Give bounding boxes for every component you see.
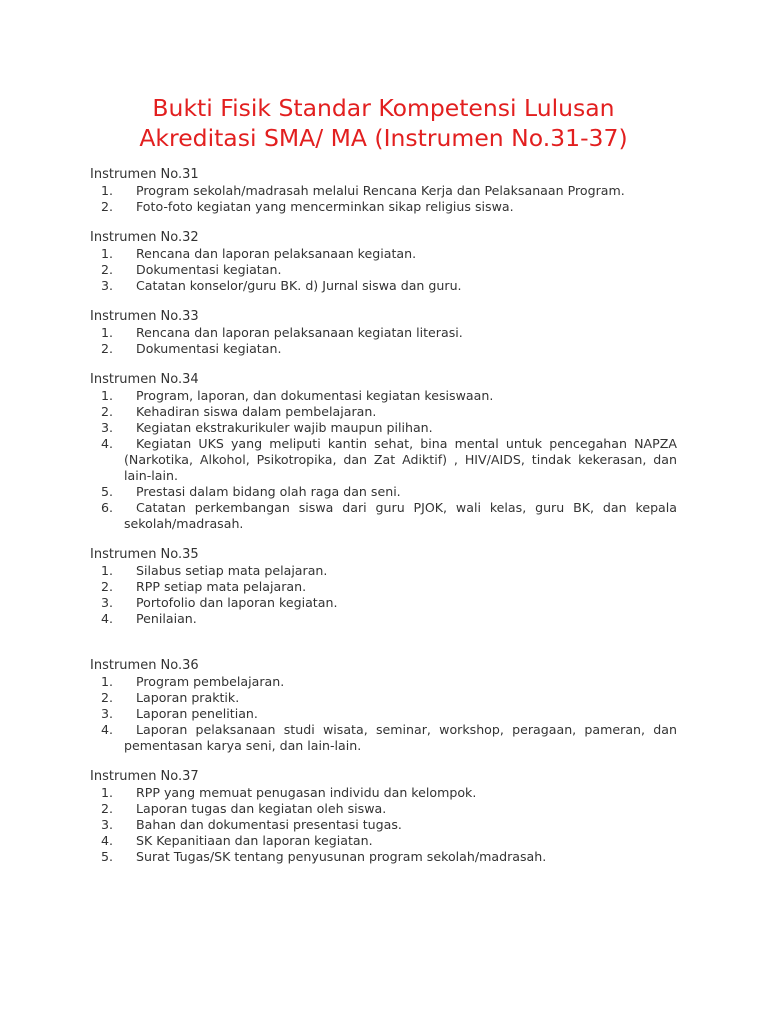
list-item bbox=[90, 690, 677, 706]
list-item-text bbox=[124, 706, 677, 722]
list-item-text bbox=[124, 420, 677, 436]
list-item-text bbox=[124, 785, 677, 801]
list-item-text bbox=[124, 563, 677, 579]
list-item bbox=[90, 563, 677, 579]
list-item-number: 5. bbox=[101, 484, 114, 499]
list-item-text-value: Foto-foto kegiatan yang mencerminkan sikap religius siswa. bbox=[136, 199, 514, 214]
list-item-number: 4. bbox=[101, 436, 114, 451]
list-item bbox=[90, 388, 677, 404]
list-item-text-value: Laporan pelaksanaan studi wisata, seminar, workshop, peragaan, pameran, dan pementasan karya seni, dan lain-lain. bbox=[124, 722, 677, 753]
list-item-number: 1. bbox=[101, 674, 114, 689]
list-item bbox=[90, 595, 677, 611]
list-item-text-value: Catatan perkembangan siswa dari guru PJOK, wali kelas, guru BK, dan kepala sekolah/madrasah. bbox=[124, 500, 677, 531]
list-item-text bbox=[124, 500, 677, 532]
list-item bbox=[90, 246, 677, 262]
list-item bbox=[90, 611, 677, 627]
list-item-text bbox=[124, 484, 677, 500]
list-item-number: 6. bbox=[101, 500, 114, 515]
list-item-text bbox=[124, 690, 677, 706]
list-item-number: 2. bbox=[101, 404, 114, 419]
list-item bbox=[90, 500, 677, 532]
list-item-text-value: SK Kepanitiaan dan laporan kegiatan. bbox=[136, 833, 373, 848]
list-item-text bbox=[124, 436, 677, 484]
list-item-text-value: Silabus setiap mata pelajaran. bbox=[136, 563, 328, 578]
list-item-number: 1. bbox=[101, 785, 114, 800]
list-item-text-value: Rencana dan laporan pelaksanaan kegiatan literasi. bbox=[136, 325, 463, 340]
list-item-number: 5. bbox=[101, 849, 114, 864]
list-item-text bbox=[124, 262, 677, 278]
document-title bbox=[90, 93, 677, 153]
list-item-text-value: Program pembelajaran. bbox=[136, 674, 285, 689]
list-item-number: 2. bbox=[101, 341, 114, 356]
list-item-text bbox=[124, 404, 677, 420]
list-item bbox=[90, 325, 677, 341]
section-heading: Instrumen No.34 bbox=[90, 372, 199, 387]
section-heading: Instrumen No.31 bbox=[90, 167, 199, 182]
list-item-number: 1. bbox=[101, 388, 114, 403]
list-item-text-value: Portofolio dan laporan kegiatan. bbox=[136, 595, 338, 610]
list-item-text-value: Kehadiran siswa dalam pembelajaran. bbox=[136, 404, 377, 419]
list-item bbox=[90, 278, 677, 294]
list-item bbox=[90, 817, 677, 833]
list-item-number: 2. bbox=[101, 690, 114, 705]
list-item-number: 2. bbox=[101, 262, 114, 277]
list-item-text bbox=[124, 722, 677, 754]
list-item-number: 3. bbox=[101, 278, 114, 293]
list-item-text-value: Catatan konselor/guru BK. d) Jurnal siswa dan guru. bbox=[136, 278, 462, 293]
list-item-text bbox=[124, 183, 677, 199]
list-item-text bbox=[124, 817, 677, 833]
list-item bbox=[90, 579, 677, 595]
title-line-1: Bukti Fisik Standar Kompetensi Lulusan bbox=[152, 94, 615, 122]
instrument-section bbox=[90, 167, 677, 215]
list-item-text-value: Kegiatan UKS yang meliputi kantin sehat, bina mental untuk pencegahan NAPZA (Narkotika, Alkohol, Psikotropika, dan Zat Adiktif) , HIV/AIDS, tindak kekerasan, dan lain-lain. bbox=[124, 436, 677, 483]
list-item-number: 4. bbox=[101, 833, 114, 848]
list-item bbox=[90, 341, 677, 357]
instrument-sections bbox=[90, 167, 677, 865]
list-item bbox=[90, 404, 677, 420]
list-item-number: 3. bbox=[101, 706, 114, 721]
list-item-number: 1. bbox=[101, 325, 114, 340]
section-heading: Instrumen No.33 bbox=[90, 309, 199, 324]
section-heading: Instrumen No.35 bbox=[90, 547, 199, 562]
list-item-text-value: RPP yang memuat penugasan individu dan kelompok. bbox=[136, 785, 477, 800]
list-item-text bbox=[124, 674, 677, 690]
list-item-text-value: Rencana dan laporan pelaksanaan kegiatan. bbox=[136, 246, 417, 261]
list-item-text-value: Bahan dan dokumentasi presentasi tugas. bbox=[136, 817, 402, 832]
list-item-number: 2. bbox=[101, 579, 114, 594]
instrument-section bbox=[90, 658, 677, 754]
list-item-text bbox=[124, 611, 677, 627]
instrument-section bbox=[90, 769, 677, 865]
list-item-number: 4. bbox=[101, 611, 114, 626]
list-item-text bbox=[124, 278, 677, 294]
list-item-text bbox=[124, 801, 677, 817]
list-item-text bbox=[124, 341, 677, 357]
section-heading: Instrumen No.32 bbox=[90, 230, 199, 245]
list-item-text bbox=[124, 246, 677, 262]
list-item bbox=[90, 420, 677, 436]
list-item-text-value: Program, laporan, dan dokumentasi kegiatan kesiswaan. bbox=[136, 388, 494, 403]
list-item-number: 4. bbox=[101, 722, 114, 737]
list-item bbox=[90, 706, 677, 722]
list-item-text-value: Penilaian. bbox=[136, 611, 197, 626]
list-item-text-value: Laporan praktik. bbox=[136, 690, 240, 705]
list-item bbox=[90, 849, 677, 865]
list-item-text bbox=[124, 325, 677, 341]
list-item bbox=[90, 722, 677, 754]
list-item bbox=[90, 183, 677, 199]
instrument-section bbox=[90, 309, 677, 357]
list-item-number: 3. bbox=[101, 595, 114, 610]
list-item-text-value: Prestasi dalam bidang olah raga dan seni. bbox=[136, 484, 401, 499]
list-item-text bbox=[124, 388, 677, 404]
list-item bbox=[90, 833, 677, 849]
list-item bbox=[90, 436, 677, 484]
list-item-number: 1. bbox=[101, 563, 114, 578]
list-item-number: 2. bbox=[101, 199, 114, 214]
list-item-text-value: Program sekolah/madrasah melalui Rencana Kerja dan Pelaksanaan Program. bbox=[136, 183, 625, 198]
list-item bbox=[90, 484, 677, 500]
section-heading: Instrumen No.36 bbox=[90, 658, 199, 673]
instrument-section bbox=[90, 372, 677, 532]
list-item-text bbox=[124, 199, 677, 215]
list-item-number: 1. bbox=[101, 183, 114, 198]
list-item-number: 3. bbox=[101, 420, 114, 435]
list-item-text-value: Kegiatan ekstrakurikuler wajib maupun pilihan. bbox=[136, 420, 433, 435]
section-heading: Instrumen No.37 bbox=[90, 769, 199, 784]
list-item-text bbox=[124, 849, 677, 865]
list-item bbox=[90, 199, 677, 215]
list-item-text-value: Dokumentasi kegiatan. bbox=[136, 341, 282, 356]
list-item-text bbox=[124, 833, 677, 849]
list-item-number: 1. bbox=[101, 246, 114, 261]
instrument-section bbox=[90, 547, 677, 627]
instrument-section bbox=[90, 230, 677, 294]
list-item bbox=[90, 801, 677, 817]
list-item bbox=[90, 785, 677, 801]
list-item-text-value: Surat Tugas/SK tentang penyusunan program sekolah/madrasah. bbox=[136, 849, 547, 864]
list-item bbox=[90, 674, 677, 690]
list-item-text-value: Laporan penelitian. bbox=[136, 706, 258, 721]
title-line-2: Akreditasi SMA/ MA (Instrumen No.31-37) bbox=[139, 124, 628, 152]
list-item-text bbox=[124, 579, 677, 595]
list-item-text bbox=[124, 595, 677, 611]
list-item bbox=[90, 262, 677, 278]
list-item-number: 2. bbox=[101, 801, 114, 816]
list-item-text-value: RPP setiap mata pelajaran. bbox=[136, 579, 307, 594]
list-item-text-value: Laporan tugas dan kegiatan oleh siswa. bbox=[136, 801, 387, 816]
list-item-number: 3. bbox=[101, 817, 114, 832]
list-item-text-value: Dokumentasi kegiatan. bbox=[136, 262, 282, 277]
